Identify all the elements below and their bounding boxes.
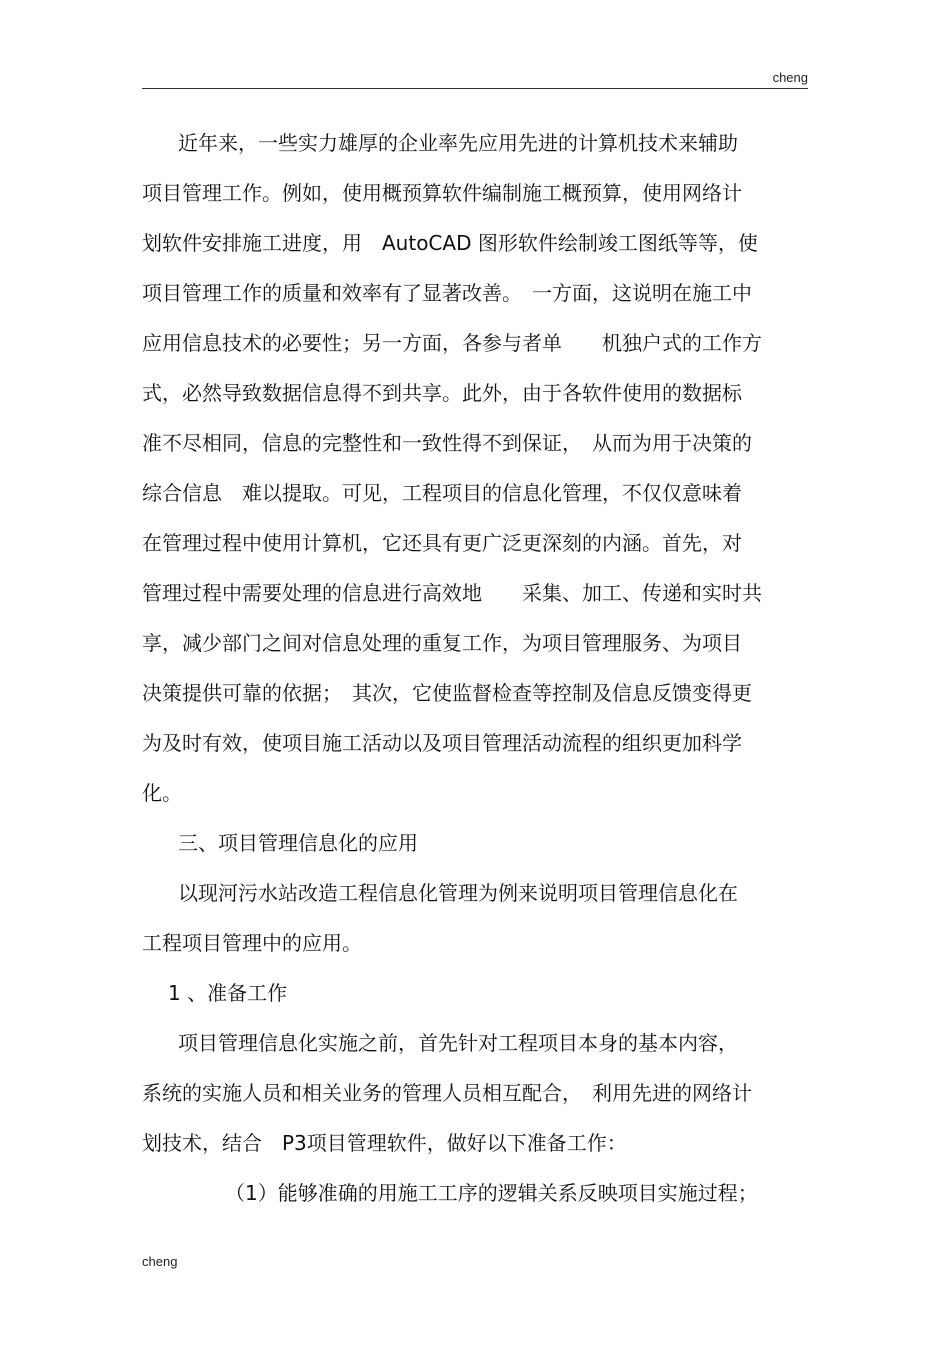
section-heading: 三、项目管理信息化的应用: [178, 831, 418, 855]
list-item: （1）能够准确的用施工工序的逻辑关系反映项目实施过程；: [225, 1181, 758, 1205]
page-footer-text: cheng: [142, 1254, 178, 1269]
body-line: 划软件安排施工进度，用 AutoCAD 图形软件绘制竣工图纸等等，使: [142, 231, 758, 255]
body-line: 应用信息技术的必要性；另一方面，各参与者单 机独户式的工作方: [142, 331, 762, 355]
body-line: 管理过程中需要处理的信息进行高效地 采集、加工、传递和实时共: [142, 581, 762, 605]
body-line: 为及时有效，使项目施工活动以及项目管理活动流程的组织更加科学: [142, 731, 742, 755]
body-line: 近年来，一些实力雄厚的企业率先应用先进的计算机技术来辅助: [178, 131, 738, 155]
body-line: 享，减少部门之间对信息处理的重复工作，为项目管理服务、为项目: [142, 631, 742, 655]
body-line: 准不尽相同，信息的完整性和一致性得不到保证， 从而为用于决策的: [142, 431, 752, 455]
body-line: 决策提供可靠的依据； 其次，它使监督检查等控制及信息反馈变得更: [142, 681, 752, 705]
body-line: 在管理过程中使用计算机，它还具有更广泛更深刻的内涵。首先，对: [142, 531, 742, 555]
body-line: 工程项目管理中的应用。: [142, 931, 362, 955]
page-header-text: cheng: [772, 70, 808, 85]
body-line: 式，必然导致数据信息得不到共享。此外，由于各软件使用的数据标: [142, 381, 742, 405]
body-line: 划技术，结合 P3项目管理软件，做好以下准备工作：: [142, 1131, 627, 1155]
body-line: 系统的实施人员和相关业务的管理人员相互配合， 利用先进的网络计: [142, 1081, 752, 1105]
body-line: 化。: [142, 781, 182, 805]
body-line: 综合信息 难以提取。可见，工程项目的信息化管理，不仅仅意味着: [142, 481, 742, 505]
header-divider: [142, 88, 808, 89]
subsection-heading: 1 、准备工作: [168, 981, 288, 1005]
body-line: 项目管理工作的质量和效率有了显著改善。 一方面，这说明在施工中: [142, 281, 752, 305]
body-line: 项目管理工作。例如，使用概预算软件编制施工概预算，使用网络计: [142, 181, 742, 205]
body-line: 项目管理信息化实施之前，首先针对工程项目本身的基本内容，: [178, 1031, 738, 1055]
body-line: 以现河污水站改造工程信息化管理为例来说明项目管理信息化在: [178, 881, 738, 905]
